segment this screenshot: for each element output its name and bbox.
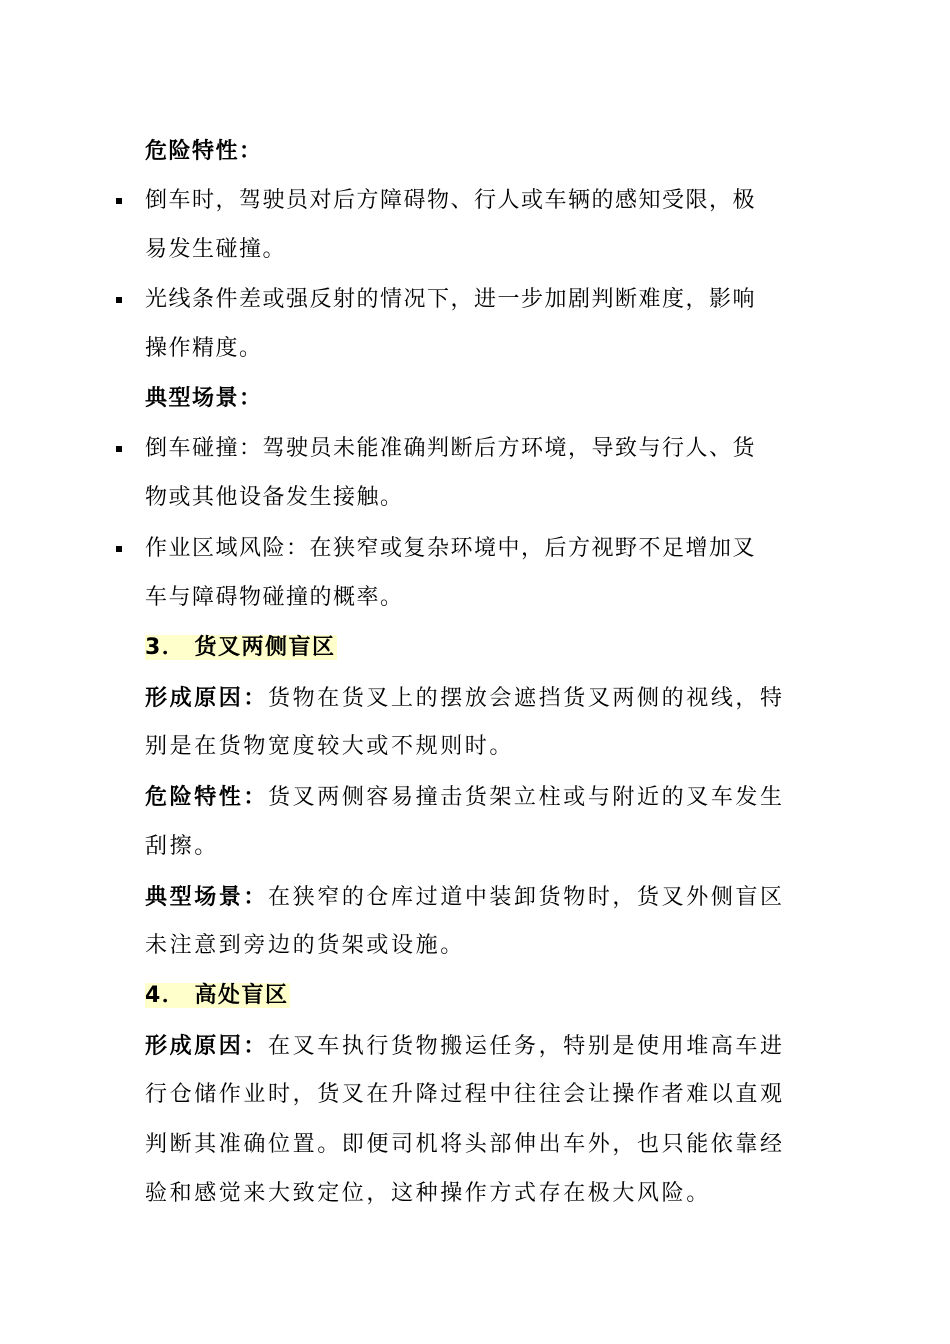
danger-bullet-1-line-2: 易发生碰撞。 xyxy=(145,237,287,262)
bullet-marker xyxy=(116,446,122,452)
cause-label: 形成原因： xyxy=(145,1033,269,1059)
scene-label: 典型场景： xyxy=(145,884,269,910)
danger-bullet-1-line-1: 倒车时，驾驶员对后方障碍物、行人或车辆的感知受限，极 xyxy=(145,188,757,213)
section-3-cause-line-1 xyxy=(145,681,785,715)
section-4-heading: 4． 高处盲区 xyxy=(145,983,289,1008)
scene-heading: 典型场景： xyxy=(145,386,263,411)
section-3-scene-line-2: 未注意到旁边的货架或设施。 xyxy=(145,933,465,958)
cause-label: 形成原因： xyxy=(145,685,269,711)
bullet-marker xyxy=(116,198,122,204)
scene-bullet-2-line-1: 作业区域风险：在狭窄或复杂环境中，后方视野不足增加叉 xyxy=(145,536,757,561)
section-4-heading-row xyxy=(145,979,290,1013)
cause-text: 货物在货叉上的摆放会遮挡货叉两侧的视线，特 xyxy=(268,686,785,711)
section-3-heading: 3． 货叉两侧盲区 xyxy=(145,635,336,660)
section-3-danger-line-2: 刮擦。 xyxy=(145,834,219,859)
danger-heading: 危险特性： xyxy=(145,139,263,164)
scene-bullet-1-line-1: 倒车碰撞：驾驶员未能准确判断后方环境，导致与行人、货 xyxy=(145,436,757,461)
section-4-cause-line-1 xyxy=(145,1029,785,1063)
section-4-cause-line-4: 验和感觉来大致定位，这种操作方式存在极大风险。 xyxy=(145,1181,711,1206)
danger-bullet-2-line-2: 操作精度。 xyxy=(145,336,263,361)
section-3-scene-line-1 xyxy=(145,880,785,914)
scene-bullet-2-line-2: 车与障碍物碰撞的概率。 xyxy=(145,585,404,610)
danger-label: 危险特性： xyxy=(145,784,269,810)
section-3-danger-line-1 xyxy=(145,780,785,814)
section-4-cause-line-3: 判断其准确位置。即便司机将头部伸出车外，也只能依靠经 xyxy=(145,1132,785,1157)
scene-text: 在狭窄的仓库过道中装卸货物时，货叉外侧盲区 xyxy=(268,885,785,910)
cause-text: 在叉车执行货物搬运任务，特别是使用堆高车进 xyxy=(268,1034,785,1059)
bullet-marker xyxy=(116,546,122,552)
section-3-cause-line-2: 别是在货物宽度较大或不规则时。 xyxy=(145,734,515,759)
section-4-cause-line-2: 行仓储作业时，货叉在升降过程中往往会让操作者难以直观 xyxy=(145,1082,785,1107)
scene-bullet-1-line-2: 物或其他设备发生接触。 xyxy=(145,485,404,510)
bullet-marker xyxy=(116,297,122,303)
section-3-heading-row xyxy=(145,631,337,665)
danger-bullet-2-line-1: 光线条件差或强反射的情况下，进一步加剧判断难度，影响 xyxy=(145,287,757,312)
danger-text: 货叉两侧容易撞击货架立柱或与附近的叉车发生 xyxy=(268,785,785,810)
